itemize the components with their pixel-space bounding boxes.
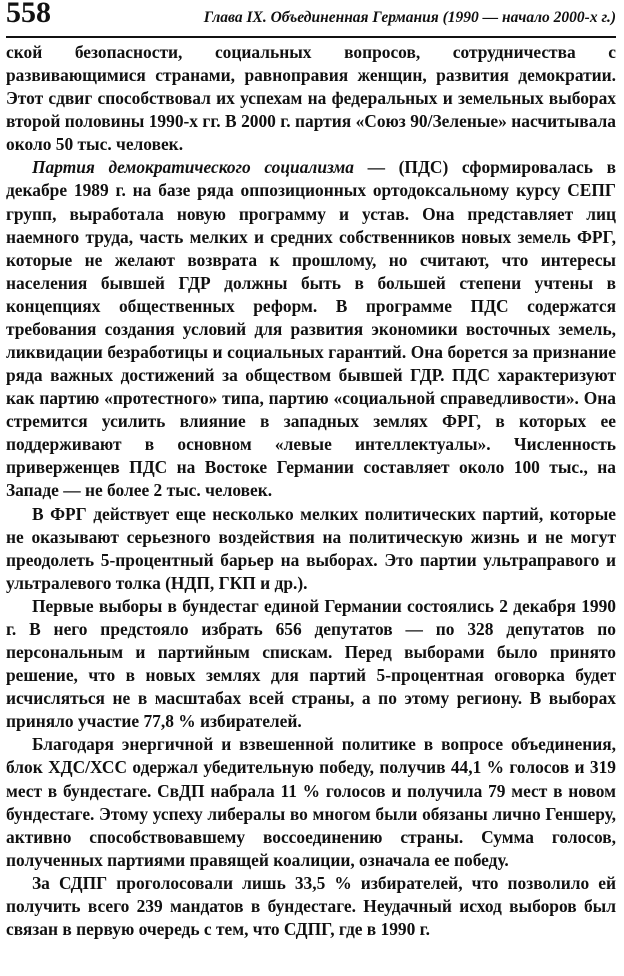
paragraph-cdu-csu-victory (6, 733, 616, 871)
page-header (6, 0, 616, 34)
paragraph-text: За СДПГ проголосовали лишь 33,5 % избирателей, что позволило ей получить всего 239 мандатов в бундестаге. Неудачный исход выборов был связан в первую очередь с тем, что СДПГ, где в 1990 г. (6, 872, 616, 939)
term-pds: Партия демократического социализма (32, 157, 354, 178)
paragraph-spd-result (6, 872, 616, 941)
body-text (6, 41, 616, 941)
header-rule (6, 36, 616, 38)
paragraph-minor-parties (6, 503, 616, 595)
paragraph-text: Благодаря энергичной и взвешенной политике в вопросе объединения, блок ХДС/ХСС одержал убедительную победу, получив 44,1 % голосов и 319 мест в бундестаге. СвДП набрала 11 % голосов и получила 79 мест в новом бундестаге. Этому успеху либералы во многом были обязаны лично Геншеру, активно способствовавшему воссоединению страны. Сумма голосов, полученных партиями правящей коалиции, означала ее победу. (6, 734, 616, 870)
paragraph-text: ской безопасности, социальных вопросов, сотрудничества с развивающимися странами, равноправия женщин, развития демократии. Этот сдвиг способствовал их успехам на федеральных и земельных выборах второй половины 1990-х гг. В 2000 г. партия «Союз 90/Зеленые» насчитывала около 50 тыс. человек. (6, 42, 616, 155)
running-title: Глава IX. Объединенная Германия (1990 — начало 2000-х г.) (203, 9, 616, 26)
paragraph-continuation (6, 41, 616, 156)
paragraph-first-elections (6, 595, 616, 733)
paragraph-text: Первые выборы в бундестаг единой Германии состоялись 2 декабря 1990 г. В него предстояло избрать 656 депутатов — по 328 депутатов по персональным и партийным спискам. Перед выборами было принято решение, что в новых землях для партий 5-процентная оговорка будет исчисляться не в масштабах всей страны, а по этому региону. В выборах приняло участие 77,8 % избирателей. (6, 595, 616, 732)
paragraph-text: — (ПДС) сформировалась в декабре 1989 г. на базе ряда оппозиционных ортодоксальному курсу СЕПГ групп, выработала новую программу и устав. Она представляет лиц наемного труда, часть мелких и средних собственников новых земель ФРГ, которые не желают возврата к прошлому, но считают, что интересы населения бывшей ГДР должны быть в большей степени учтены в концепциях общественных реформ. В программе ПДС содержатся требования создания условий для развития экономики восточных земель, ликвидации безработицы и социальных гарантий. Она борется за признание ряда важных достижений за обществом бывшей ГДР. ПДС характеризуют как партию «протестного» типа, партию «социальной справедливости». Она стремится усилить влияние в западных землях ФРГ, в которых ее поддерживают в основном «левые интеллектуалы». Численность приверженцев ПДС на Востоке Германии составляет около 100 тыс., на Западе — не более 2 тыс. человек. (6, 157, 616, 501)
paragraph-pds (6, 156, 616, 502)
page-number: 558 (6, 0, 51, 29)
paragraph-text: В ФРГ действует еще несколько мелких политических партий, которые не оказывают серьезного воздействия на политическую жизнь и не могут преодолеть 5-процентный барьер на выборах. Это партии ультраправого и ультралевого толка (НДП, ГКП и др.). (6, 503, 616, 593)
